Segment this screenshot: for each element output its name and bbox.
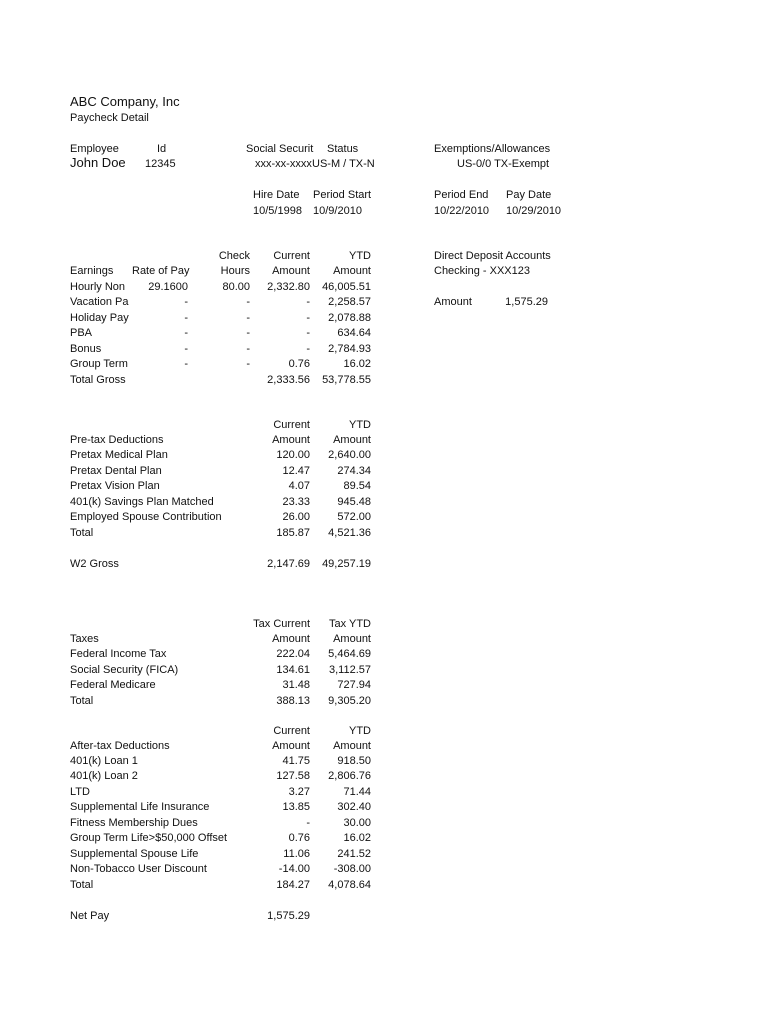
- pretax-row-current: 4.07: [288, 480, 310, 492]
- pretax-row-name: Pretax Vision Plan: [70, 480, 160, 492]
- earnings-row-current: 2,332.80: [267, 281, 310, 293]
- aftertax-row-current: 0.76: [288, 832, 310, 844]
- earnings-ytd-header: YTD: [349, 250, 371, 262]
- period-end-label: Period End: [434, 189, 489, 201]
- tax-row-name: Federal Medicare: [70, 679, 156, 691]
- direct-deposit-amount-label: Amount: [434, 296, 472, 308]
- pretax-current-amount-header: Amount: [272, 434, 310, 446]
- employee-label: Employee: [70, 143, 119, 155]
- pretax-row-current: 120.00: [276, 449, 310, 461]
- pretax-row-name: Pretax Medical Plan: [70, 449, 168, 461]
- earnings-row-name: Vacation Pa: [70, 296, 129, 308]
- exemptions-value: US-0/0 TX-Exempt: [457, 158, 550, 170]
- earnings-row-current: -: [306, 296, 310, 308]
- pay-date-label: Pay Date: [506, 189, 552, 201]
- direct-deposit-title: Direct Deposit Accounts: [434, 250, 551, 262]
- earnings-hours-header: Hours: [220, 265, 250, 277]
- aftertax-row-ytd: 2,806.76: [328, 770, 371, 782]
- earnings-current-amount-header: Amount: [272, 265, 310, 277]
- pretax-row-name: 401(k) Savings Plan Matched: [70, 496, 214, 508]
- aftertax-row-current: -: [306, 817, 310, 829]
- status-label: Status: [327, 143, 359, 155]
- company-name: ABC Company, Inc: [70, 94, 180, 109]
- earnings-row-hours: -: [246, 296, 250, 308]
- aftertax-row-ytd: 30.00: [343, 817, 371, 829]
- total-gross-current: 2,333.56: [267, 374, 310, 386]
- earnings-title: Earnings: [70, 265, 114, 277]
- pretax-row-ytd: 572.00: [337, 511, 371, 523]
- w2-gross-current: 2,147.69: [267, 558, 310, 570]
- tax-ytd-amount-header: Amount: [333, 633, 371, 645]
- document-title: Paycheck Detail: [70, 112, 149, 124]
- hire-date-value: 10/5/1998: [253, 205, 302, 217]
- pretax-total-label: Total: [70, 527, 94, 539]
- pretax-title: Pre-tax Deductions: [70, 434, 164, 446]
- exemptions-label: Exemptions/Allowances: [434, 143, 551, 155]
- net-pay-label: Net Pay: [70, 910, 110, 922]
- tax-total-current: 388.13: [276, 695, 310, 707]
- aftertax-row-current: 127.58: [276, 770, 310, 782]
- aftertax-row-current: -14.00: [278, 863, 310, 875]
- tax-row-current: 222.04: [276, 648, 310, 660]
- aftertax-row-current: 3.27: [288, 786, 310, 798]
- aftertax-row-name: Non-Tobacco User Discount: [70, 863, 207, 875]
- w2-gross-ytd: 49,257.19: [322, 558, 371, 570]
- earnings-row-rate: -: [184, 343, 188, 355]
- tax-row-current: 31.48: [282, 679, 310, 691]
- tax-ytd-header: Tax YTD: [329, 618, 371, 630]
- aftertax-row-name: Group Term Life>$50,000 Offset: [70, 832, 228, 844]
- earnings-row-name: PBA: [70, 327, 93, 339]
- aftertax-row-name: 401(k) Loan 2: [70, 770, 138, 782]
- tax-row-ytd: 5,464.69: [328, 648, 371, 660]
- earnings-row-hours: 80.00: [222, 281, 250, 293]
- net-pay-value: 1,575.29: [267, 910, 310, 922]
- aftertax-row-name: Fitness Membership Dues: [70, 817, 198, 829]
- earnings-row-rate: -: [184, 312, 188, 324]
- pretax-total-current: 185.87: [276, 527, 310, 539]
- aftertax-row-name: 401(k) Loan 1: [70, 755, 138, 767]
- pretax-row-ytd: 2,640.00: [328, 449, 371, 461]
- period-start-label: Period Start: [313, 189, 372, 201]
- earnings-row-rate: -: [184, 327, 188, 339]
- tax-row-ytd: 3,112.57: [328, 664, 371, 676]
- earnings-row-hours: -: [246, 312, 250, 324]
- pretax-row-name: Employed Spouse Contribution: [70, 511, 222, 523]
- period-start-value: 10/9/2010: [313, 205, 362, 217]
- tax-row-ytd: 727.94: [337, 679, 371, 691]
- pretax-total-ytd: 4,521.36: [328, 527, 371, 539]
- pay-date-value: 10/29/2010: [506, 205, 562, 217]
- pretax-ytd-amount-header: Amount: [333, 434, 371, 446]
- aftertax-row-current: 13.85: [282, 801, 310, 813]
- ssn-value: xxx-xx-xxxx: [255, 158, 312, 170]
- earnings-row-name: Hourly Non: [70, 281, 126, 293]
- tax-row-name: Federal Income Tax: [70, 648, 167, 660]
- aftertax-ytd-amount-header: Amount: [333, 740, 371, 752]
- earnings-row-rate: 29.1600: [148, 281, 188, 293]
- earnings-check-header: Check: [218, 250, 250, 262]
- earnings-row-name: Group Term: [70, 358, 128, 370]
- earnings-row-current: 0.76: [288, 358, 310, 370]
- earnings-row-name: Holiday Pay: [70, 312, 129, 324]
- aftertax-ytd-header: YTD: [349, 725, 371, 737]
- aftertax-row-ytd: 241.52: [337, 848, 371, 860]
- aftertax-total-label: Total: [70, 879, 94, 891]
- aftertax-total-current: 184.27: [276, 879, 310, 891]
- earnings-row-ytd: 634.64: [337, 327, 371, 339]
- id-label: Id: [157, 143, 167, 155]
- ssn-label: Social Securit: [246, 143, 314, 155]
- employee-id: 12345: [145, 158, 176, 170]
- earnings-ytd-amount-header: Amount: [333, 265, 371, 277]
- w2-gross-label: W2 Gross: [70, 558, 119, 570]
- period-end-value: 10/22/2010: [434, 205, 490, 217]
- aftertax-row-name: Supplemental Life Insurance: [70, 801, 210, 813]
- pretax-row-ytd: 89.54: [343, 480, 371, 492]
- earnings-row-ytd: 16.02: [343, 358, 371, 370]
- aftertax-row-ytd: 71.44: [343, 786, 371, 798]
- earnings-current-header: Current: [273, 250, 310, 262]
- aftertax-current-amount-header: Amount: [272, 740, 310, 752]
- tax-row-current: 134.61: [276, 664, 310, 676]
- tax-current-amount-header: Amount: [272, 633, 310, 645]
- direct-deposit-amount-value: 1,575.29: [505, 296, 548, 308]
- tax-current-header: Tax Current: [253, 618, 310, 630]
- earnings-row-rate: -: [184, 358, 188, 370]
- earnings-row-hours: -: [246, 327, 250, 339]
- earnings-row-current: -: [306, 312, 310, 324]
- aftertax-current-header: Current: [273, 725, 310, 737]
- earnings-row-hours: -: [246, 358, 250, 370]
- earnings-row-current: -: [306, 327, 310, 339]
- earnings-row-name: Bonus: [70, 343, 102, 355]
- aftertax-title: After-tax Deductions: [70, 740, 170, 752]
- earnings-row-current: -: [306, 343, 310, 355]
- aftertax-row-ytd: 918.50: [337, 755, 371, 767]
- rate-of-pay-header: Rate of Pay: [132, 265, 190, 277]
- pretax-row-name: Pretax Dental Plan: [70, 465, 162, 477]
- tax-total-label: Total: [70, 695, 94, 707]
- aftertax-row-current: 11.06: [283, 848, 310, 860]
- employee-name: John Doe: [70, 155, 126, 170]
- direct-deposit-account: Checking - XXX123: [434, 265, 530, 277]
- aftertax-row-ytd: -308.00: [333, 863, 371, 875]
- aftertax-row-current: 41.75: [282, 755, 310, 767]
- aftertax-total-ytd: 4,078.64: [328, 879, 371, 891]
- earnings-row-rate: -: [184, 296, 188, 308]
- earnings-row-ytd: 2,784.93: [328, 343, 371, 355]
- pretax-current-header: Current: [273, 419, 310, 431]
- tax-total-ytd: 9,305.20: [328, 695, 371, 707]
- tax-row-name: Social Security (FICA): [70, 664, 179, 676]
- taxes-title: Taxes: [70, 633, 99, 645]
- total-gross-label: Total Gross: [70, 374, 126, 386]
- aftertax-row-name: LTD: [70, 786, 90, 798]
- aftertax-row-ytd: 16.02: [343, 832, 371, 844]
- hire-date-label: Hire Date: [253, 189, 300, 201]
- status-value: US-M / TX-N: [312, 158, 375, 170]
- total-gross-ytd: 53,778.55: [322, 374, 371, 386]
- aftertax-row-ytd: 302.40: [337, 801, 371, 813]
- pretax-ytd-header: YTD: [349, 419, 371, 431]
- pretax-row-ytd: 945.48: [337, 496, 371, 508]
- earnings-row-ytd: 2,078.88: [328, 312, 371, 324]
- aftertax-row-name: Supplemental Spouse Life: [70, 848, 199, 860]
- pretax-row-ytd: 274.34: [337, 465, 371, 477]
- pretax-row-current: 26.00: [282, 511, 310, 523]
- earnings-row-ytd: 46,005.51: [322, 281, 371, 293]
- earnings-row-ytd: 2,258.57: [328, 296, 371, 308]
- pretax-row-current: 23.33: [282, 496, 310, 508]
- pretax-row-current: 12.47: [282, 465, 310, 477]
- earnings-row-hours: -: [246, 343, 250, 355]
